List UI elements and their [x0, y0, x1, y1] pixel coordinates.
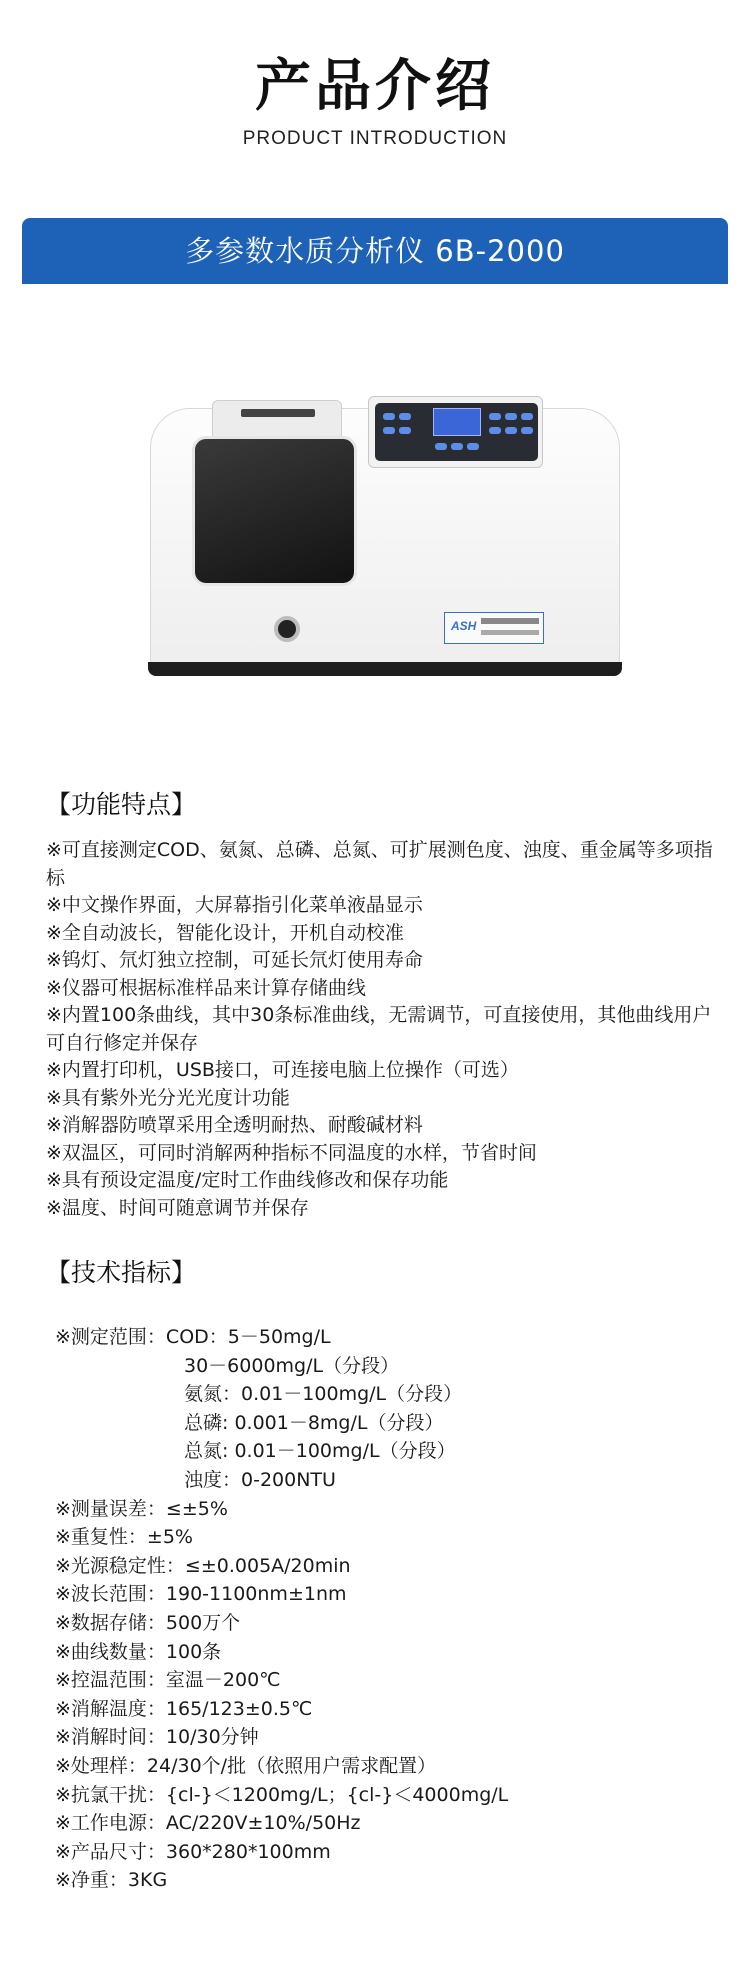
feature-item: ※具有紫外光分光光度计功能: [46, 1086, 290, 1109]
spec-range-value: 30－6000mg/L（分段）: [184, 1354, 400, 1377]
spec-range-value: 氨氮：0.01－100mg/L（分段）: [184, 1383, 463, 1406]
feature-item: ※具有预设定温度/定时工作曲线修改和保存功能: [46, 1169, 449, 1191]
specs-list: [55, 1323, 715, 1895]
spec-item: ※工作电源：AC/220V±10%/50Hz: [55, 1812, 361, 1835]
spec-range-row: [55, 1323, 715, 1352]
feature-item: ※消解器防喷罩采用全透明耐热、耐酸碱材料: [46, 1114, 423, 1136]
feature-item: ※内置打印机，USB接口，可连接电脑上位操作（可选）: [46, 1059, 519, 1081]
brand-plate: [444, 612, 544, 644]
panel-key: [489, 413, 501, 420]
spec-item: ※波长范围：190-1100nm±1nm: [55, 1583, 347, 1606]
panel-key: [383, 413, 395, 420]
spec-item: ※重复性：±5%: [55, 1526, 193, 1549]
feature-item: ※双温区，可同时消解两种指标不同温度的水样，节省时间: [46, 1141, 537, 1164]
spec-item: ※光源稳定性：≤±0.005A/20min: [55, 1554, 351, 1577]
panel-key: [521, 413, 533, 420]
brand-text-line: [481, 630, 539, 635]
spec-range-label: ※测定范围：: [55, 1326, 166, 1348]
spec-item: ※测量误差：≤±5%: [55, 1497, 228, 1520]
spec-item: ※消解时间：10/30分钟: [55, 1726, 259, 1749]
spec-range-value: 浊度：0-200NTU: [184, 1468, 336, 1491]
feature-item: ※仪器可根据标准样品来计算存储曲线: [46, 976, 366, 999]
spec-item: ※产品尺寸：360*280*100mm: [55, 1840, 331, 1863]
brand-text-line: [481, 618, 539, 624]
spec-range-value: 总磷: 0.001－8mg/L（分段）: [184, 1411, 444, 1434]
spec-item: ※控温范围：室温－200℃: [55, 1669, 281, 1692]
panel-key: [399, 427, 411, 434]
spec-item: ※净重：3KG: [55, 1869, 168, 1892]
spec-item: ※曲线数量：100条: [55, 1640, 222, 1663]
keypad: [375, 403, 538, 461]
spec-item: ※处理样：24/30个/批（依照用户需求配置）: [55, 1754, 437, 1777]
control-panel: [368, 396, 543, 468]
feature-item: ※全自动波长，智能化设计，开机自动校准: [46, 921, 404, 944]
feature-item: ※中文操作界面，大屏幕指引化菜单液晶显示: [46, 894, 423, 916]
instrument-base: [148, 662, 622, 676]
feature-item: ※钨灯、氘灯独立控制，可延长氘灯使用寿命: [46, 949, 423, 971]
page-subtitle: PRODUCT INTRODUCTION: [242, 128, 508, 149]
panel-key: [451, 443, 463, 450]
features-list: [46, 837, 718, 1222]
brand-logo-icon: ASH: [451, 619, 477, 633]
feature-item: ※温度、时间可随意调节并保存: [46, 1196, 309, 1219]
panel-key: [399, 413, 411, 420]
panel-key: [489, 427, 501, 434]
panel-key: [521, 427, 533, 434]
spec-item: ※抗氯干扰：{cl-}＜1200mg/L；{cl-}＜4000mg/L: [55, 1783, 509, 1806]
specs-heading: 【技术指标】: [46, 1258, 197, 1287]
panel-key: [505, 427, 517, 434]
feature-item: ※可直接测定COD、氨氮、总磷、总氮、可扩展测色度、浊度、重金属等多项指标: [46, 839, 713, 889]
panel-key: [383, 427, 395, 434]
panel-key: [467, 443, 479, 450]
sample-knob: [274, 616, 300, 642]
feature-item: ※内置100条曲线，其中30条标准曲线，无需调节，可直接使用，其他曲线用户可自行修定并保存: [46, 1004, 712, 1054]
page-title: 产品介绍: [255, 54, 495, 119]
lcd-screen: [433, 408, 481, 436]
panel-key: [435, 443, 447, 450]
features-heading: 【功能特点】: [46, 790, 197, 819]
sample-lid: [192, 436, 357, 586]
spec-range-value: 总氮: 0.01－100mg/L（分段）: [184, 1440, 456, 1463]
panel-key: [505, 413, 517, 420]
spec-item: ※消解温度：165/123±0.5℃: [55, 1697, 313, 1720]
printer-slot: [241, 409, 315, 417]
spec-item: ※数据存储：500万个: [55, 1611, 241, 1634]
product-image: [150, 380, 620, 695]
product-name-banner: 多参数水质分析仪 6B-2000: [22, 218, 728, 284]
spec-range-value: COD：5－50mg/L: [165, 1326, 331, 1348]
